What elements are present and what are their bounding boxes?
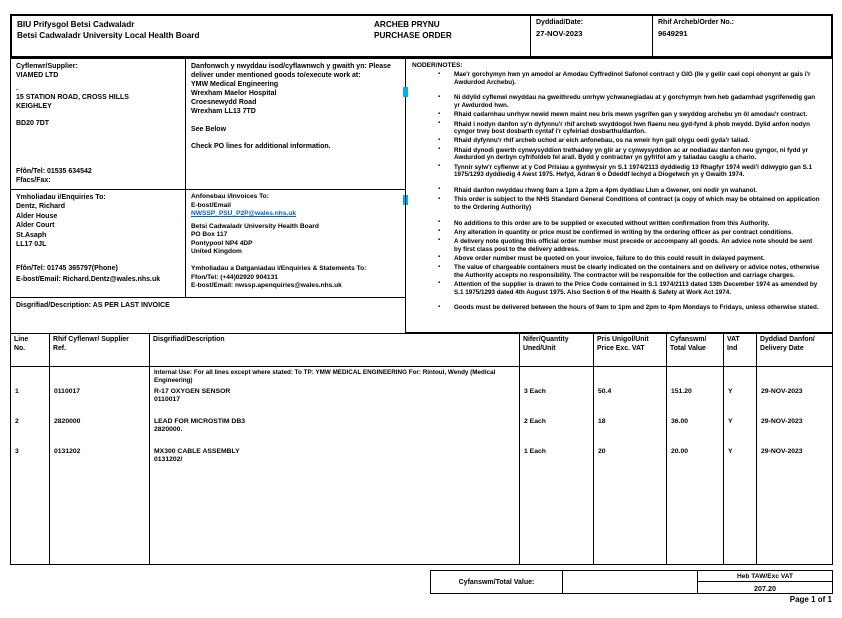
item-quantity: 1 Each — [524, 448, 546, 455]
annotation-marker-icon — [403, 87, 408, 97]
enquiries-email-value: Richard.Dentz@wales.nhs.uk — [62, 276, 161, 284]
deliver-to-box — [185, 58, 406, 190]
totals-amount-cell — [698, 571, 832, 593]
invoices-box — [185, 189, 406, 298]
supplier-ref: 0131202 — [54, 448, 81, 455]
column-quantity — [519, 367, 593, 564]
invoices-label: Anfonebau i/Invoices To: — [191, 193, 269, 200]
invoices-phone-value: (+44)02920 904131 — [220, 273, 278, 281]
col-header-delivery-date: Dyddiad Danfon/ Delivery Date — [756, 334, 832, 366]
supplier-address-line: KEIGHLEY — [16, 103, 52, 111]
note-bullet: ▪ A delivery note quoting this official order number must precede or accompany all goods. An advice note should be sent by first class post to the delivery address. — [412, 238, 826, 253]
item-description: LEAD FOR MICROSTIM DB3 2820000. — [154, 418, 246, 434]
note-bullet: ▪ This order is subject to the NHS Standard General Conditions of contract (a copy of which may be obtained on application to the Ordering Authority) — [412, 196, 826, 211]
note-bullet: ▪ Tynnir sylw'r cyflenwr at y Cod Prisiau a gynhwysir yn S.1 1974/2113 dyddiedig 13 Rhagfyr 1974 wedi'i ddiwygio gan S.1 1975/1293 dyddiedig 4 Awst 1975. Hefyd, Adran 6 o Ddeddf Iechyd a Diogelwch yn y Gwaith 1974. — [412, 164, 826, 179]
supplier-ref: 2820000 — [54, 418, 81, 425]
deliver-to-line: Croesnewydd Road — [191, 99, 257, 107]
note-bullet: ▪ Rhaid dynodi gwerth cynwysyddion trethadwy yn glir ar y cynwysyddion ac ar nodiadau danfon neu gyngor, ni fydd yr Awdurdod yn derbyn cyfrifoldeb fel arall. Bydd y contractwr yn gyfrifol am y taliadau casglu a chario. — [412, 147, 826, 162]
col-header-vat-ind: VAT Ind — [723, 334, 756, 366]
item-vat-ind: Y — [728, 388, 733, 395]
order-no-value: 9649291 — [658, 29, 688, 38]
exc-vat-label: Heb TAW/Exc VAT — [698, 571, 832, 582]
column-delivery-date — [756, 367, 832, 564]
column-vat-ind — [723, 367, 756, 564]
enquiries-box — [10, 189, 186, 298]
col-header-quantity: Nifer/Quantity Uned/Unit — [519, 334, 593, 366]
column-description — [149, 367, 519, 564]
totals-box — [430, 570, 833, 594]
deliver-to-label: Danfonwch y nwyddau isod/cyflawnwch y gwaith yn: Please deliver under mentioned goods to/execute work at: — [191, 63, 391, 80]
description-value: AS PER LAST INVOICE — [92, 302, 170, 309]
enquiries-phone-label: Ffôn/Tel: — [16, 264, 46, 272]
invoices-address-line: Pontypool NP4 4DP — [191, 239, 253, 247]
doc-title-welsh: ARCHEB PRYNU — [374, 20, 440, 29]
note-bullet: ▪ Rhaid dyfynnu'r rhif archeb uchod ar eich anfonebau, os na wneir hyn gall olygu oedi gyda'r taliad. — [412, 137, 826, 145]
check-po-note: Check PO lines for additional information. — [191, 142, 331, 150]
item-unit-price: 20 — [598, 448, 606, 455]
enquiries-postcode: LL17 0JL — [16, 241, 47, 249]
supplier-postcode: BD20 7DT — [16, 120, 50, 128]
item-vat-ind: Y — [728, 418, 733, 425]
item-description: MX300 CABLE ASSEMBLY 0131202/ — [154, 448, 240, 464]
col-header-description: Disgrifiad/Description — [149, 334, 519, 366]
items-table-header — [11, 334, 832, 367]
description-row — [10, 297, 406, 334]
item-delivery-date: 29-NOV-2023 — [761, 448, 803, 455]
item-description: R-17 OXYGEN SENSOR 0110017 — [154, 388, 231, 404]
note-bullet: ▪ Any alteration in quantity or price must be confirmed in writing by the ordering officer as per contract conditions. — [412, 229, 826, 237]
item-delivery-date: 29-NOV-2023 — [761, 418, 803, 425]
col-header-supplier-ref: Rhif Cyflenwr/ Supplier Ref. — [49, 334, 149, 366]
supplier-name: VIAMED LTD — [16, 72, 59, 80]
note-bullet: ▪ Above order number must be quoted on your invoice, failure to do this could result in delayed payment. — [412, 255, 826, 263]
deliver-to-line: YMW Medical Engineering — [191, 81, 279, 89]
line-number: 2 — [15, 418, 19, 425]
note-bullet: ▪ Goods must be delivered between the hours of 9am to 1pm and 2pm to 4pm Mondays to Fridays, unless otherwise stated. — [412, 304, 826, 312]
doc-title-english: PURCHASE ORDER — [374, 31, 452, 41]
item-unit-price: 18 — [598, 418, 606, 425]
item-total-value: 36.00 — [671, 418, 689, 425]
date-value: 27-NOV-2023 — [536, 29, 583, 38]
org-name-welsh: BIU Prifysgol Betsi Cadwaladr — [17, 20, 135, 29]
column-total-value — [666, 367, 723, 564]
item-delivery-date: 29-NOV-2023 — [761, 388, 803, 395]
order-number-cell — [652, 16, 831, 56]
supplier-phone-value: 01535 634542 — [46, 167, 92, 175]
invoices-address-line: United Kingdom — [191, 248, 242, 256]
note-bullet: ▪ Mae'r gorchymyn hwn yn amodol ar Amodau Cyffredinol Safonol contract y GIG (lle y gellir cael copi ohonynt ar gais i'r Awdurdod Archebu). — [412, 71, 826, 86]
enquiries-email-label: E-bost/Email: — [16, 276, 61, 284]
enquiries-address-line: St.Asaph — [16, 231, 47, 239]
supplier-fax-label: Ffacs/Fax: — [16, 176, 51, 184]
invoices-address-line: PO Box 117 — [191, 231, 228, 239]
note-bullet: ▪ Ni ddylid cyflenwi nwyddau na gweithredu unrhyw ychwanegiadau at y gorchymyn hwn heb gadarnhad ysgrifenedig gan yr Awdurdod hwn. — [412, 94, 826, 109]
org-name-block — [12, 16, 370, 56]
notes-title: NODER/NOTES: — [412, 62, 463, 69]
supplier-phone-label: Ffôn/Tel: — [16, 167, 46, 175]
note-bullet: ▪ The value of chargeable containers must be clearly indicated on the containers and on delivery or advice notes, otherwise the Authority accepts no responsibility. The contractor will be responsible for the collection and carriage charges. — [412, 264, 826, 279]
invoices-address-line: Betsi Cadwaladr University Health Board — [191, 222, 319, 230]
total-amount: 207.20 — [754, 584, 776, 593]
col-header-unit-price: Pris Unigol/Unit Price Exc. VAT — [593, 334, 666, 366]
notes-list — [412, 71, 826, 312]
note-bullet: ▪ Attention of the supplier is drawn to the Price Code contained in S.1 1974/2113 dated 13th December 1974 as amended by S.1 1975/1293 dated 4th August 1975. Also Section 6 of the Health & Safety at Work Act 1974. — [412, 281, 826, 296]
line-number: 1 — [15, 388, 19, 395]
enquiries-address-line: Alder Court — [16, 222, 55, 230]
order-no-label: Rhif Archeb/Order No.: — [658, 19, 734, 26]
notes-panel — [405, 58, 833, 333]
supplier-label: Cyflenwr/Supplier: — [16, 63, 78, 70]
enquiries-label: Ymholiadau i/Enquiries To: — [16, 194, 106, 201]
invoices-phone-label: Ffon/Tel: — [191, 273, 219, 281]
item-vat-ind: Y — [728, 448, 733, 455]
items-table-body — [11, 367, 832, 564]
supplier-address-line: . — [16, 85, 18, 93]
enquiries-contact-name: Dentz, Richard — [16, 203, 66, 211]
statements-label: Ymholiadau a Datganiadau i/Enquiries & Statements To: — [191, 264, 367, 272]
see-below-note: See Below — [191, 125, 227, 133]
item-quantity: 2 Each — [524, 418, 546, 425]
document-title-block — [370, 16, 530, 56]
line-number: 3 — [15, 448, 19, 455]
invoices-email-label: E-bost/Email — [191, 201, 231, 209]
item-quantity: 3 Each — [524, 388, 546, 395]
order-date-cell — [530, 16, 652, 56]
supplier-address-line: 15 STATION ROAD, CROSS HILLS — [16, 94, 129, 102]
header — [10, 14, 833, 58]
invoices-email2-label: E-bost/Email: — [191, 282, 234, 290]
invoices-email2-value: nwssp.apenquiries@wales.nhs.uk — [234, 282, 342, 290]
note-bullet: ▪ No additions to this order are to be supplied or executed without written confirmation from this Authority. — [412, 220, 826, 228]
supplier-box — [10, 58, 186, 190]
enquiries-address-line: Alder House — [16, 212, 58, 220]
page-number: Page 1 of 1 — [789, 595, 832, 604]
total-value-label: Cyfanswm/Total Value: — [431, 571, 563, 593]
item-unit-price: 50.4 — [598, 388, 612, 395]
description-label: Disgrifiad/Description: — [16, 302, 92, 309]
column-unit-price — [593, 367, 666, 564]
note-bullet: ▪ Rhaid cadarnhau unrhyw newid mewn maint neu bris mewn ysgrifen gan y swyddog archebu yn ôl amodau'r contract. — [412, 111, 826, 119]
enquiries-phone-value: 01745 365797(Phone) — [46, 264, 118, 272]
item-total-value: 151.20 — [671, 388, 692, 395]
item-total-value: 20.00 — [671, 448, 689, 455]
column-supplier-ref — [49, 367, 149, 564]
org-name-english: Betsi Cadwaladr University Local Health Board — [17, 31, 200, 41]
column-line-no — [11, 367, 49, 564]
line-items-table — [10, 333, 833, 565]
note-bullet: ▪ Rhaid i nodyn danfon sy'n dyfynnu'r rhif archeb swyddogol hwn flaenu neu gyd-fynd â phob nwydd. Dylid anfon nodyn cyngor trwy bost dosbarth cyntaf i'r cyfeiriad dosbarthu/danfon. — [412, 121, 826, 136]
date-label: Dyddiad/Date: — [536, 19, 584, 26]
internal-use-note: Internal Use: For all lines except where stated: To TP: YMW MEDICAL ENGINEERING For: Rintoul, Wendy (Medical Engineering) — [154, 369, 496, 384]
deliver-to-line: Wrexham Maelor Hospital — [191, 90, 277, 98]
supplier-ref: 0110017 — [54, 388, 81, 395]
col-header-line-no: Line No. — [14, 336, 29, 352]
col-header-total-value: Cyfanswm/ Total Value — [666, 334, 723, 366]
deliver-to-line: Wrexham LL13 7TD — [191, 108, 256, 116]
note-bullet: ▪ Rhaid danfon nwyddau rhwng 9am a 1pm a 2pm a 4pm dyddiau Llun a Gwener, oni nodir yn wahanol. — [412, 187, 826, 195]
invoices-email-link[interactable]: NWSSP_PSU_P2P@wales.nhs.uk — [191, 210, 297, 218]
totals-spacer — [563, 571, 698, 593]
